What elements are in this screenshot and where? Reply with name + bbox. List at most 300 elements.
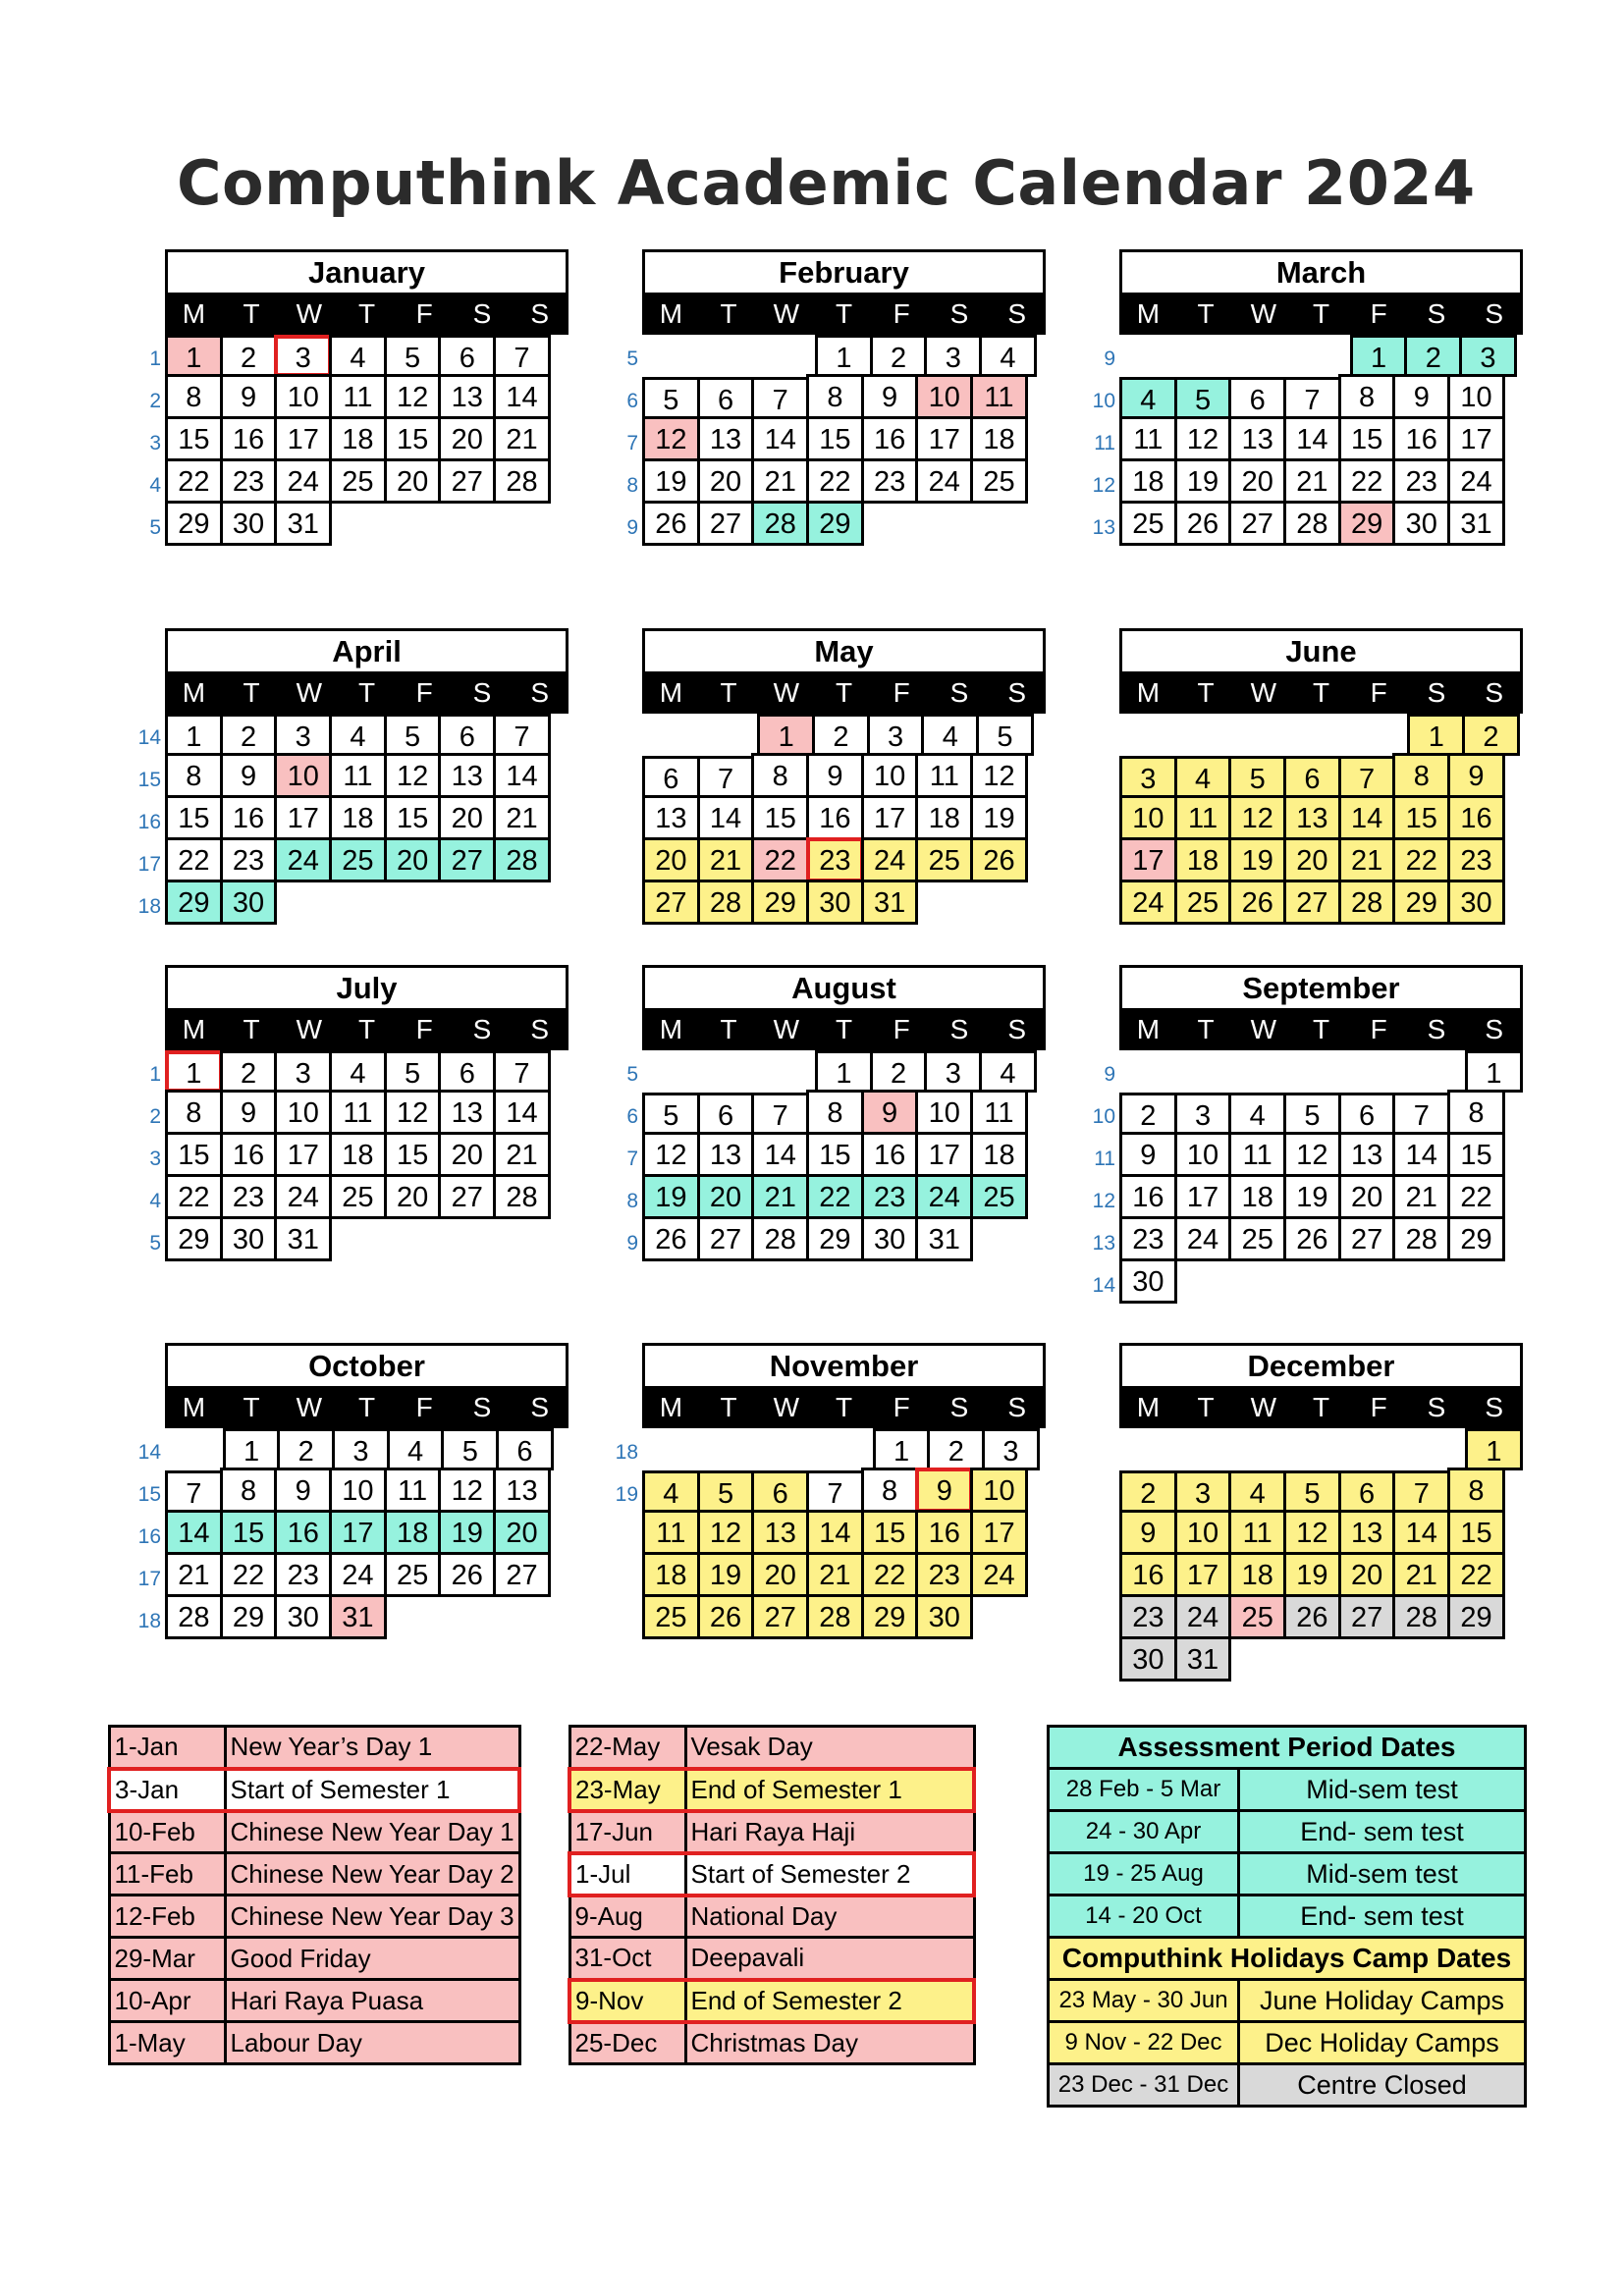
week-number: 13 <box>1092 1232 1115 1255</box>
weekday-header <box>642 293 1046 335</box>
day-cell: 13 <box>697 416 755 461</box>
day-cell: 6 <box>496 1428 554 1470</box>
day-cell: 19 <box>1228 837 1286 882</box>
day-cell: 1 <box>1465 1428 1523 1470</box>
day-cell: 29 <box>165 880 223 925</box>
holiday-row <box>569 1896 974 1938</box>
holiday-date: 9-Aug <box>569 1896 685 1938</box>
day-cell: 31 <box>1447 501 1505 546</box>
week-number: 7 <box>626 1148 638 1170</box>
week-row <box>1092 1261 1523 1304</box>
weekday-label: F <box>893 1392 910 1422</box>
month-may <box>642 628 1046 925</box>
day-cell: 3 <box>1174 1093 1232 1135</box>
day-cell: 15 <box>165 1132 223 1177</box>
week-row <box>1119 756 1523 798</box>
day-cell: 8 <box>806 374 864 419</box>
day-cell: 31 <box>861 880 919 925</box>
weekday-label: M <box>659 298 683 329</box>
day-cell: 21 <box>1392 1552 1450 1597</box>
week-row <box>1119 1428 1523 1470</box>
week-row <box>642 882 1046 925</box>
day-cell: 25 <box>642 1594 700 1639</box>
week-row <box>642 1513 1046 1555</box>
day-cell: 14 <box>493 753 551 798</box>
day-cell: 19 <box>438 1510 496 1555</box>
month-october <box>137 1343 568 1639</box>
day-cell: 10 <box>329 1468 387 1513</box>
day-cell: 8 <box>1338 374 1396 419</box>
day-cell: 25 <box>1119 501 1177 546</box>
month-june <box>1119 628 1523 925</box>
week-number: 3 <box>149 1148 161 1170</box>
weekday-label: F <box>893 677 910 708</box>
holiday-date: 1-May <box>109 2022 225 2064</box>
week-number: 10 <box>1092 390 1115 412</box>
holiday-event: Start of Semester 2 <box>685 1853 974 1896</box>
day-cell: 11 <box>642 1510 700 1555</box>
day-cell: 10 <box>1119 795 1177 840</box>
day-cell: 1 <box>815 335 873 377</box>
weekday-label: S <box>472 298 492 329</box>
holiday-date: 25-Dec <box>569 2022 685 2064</box>
week-row <box>1094 1135 1523 1177</box>
day-cell: 31 <box>329 1594 387 1639</box>
day-cell: 30 <box>806 880 864 925</box>
weekday-header <box>642 671 1046 714</box>
day-cell: 4 <box>1228 1093 1286 1135</box>
day-cell: 13 <box>438 1090 496 1135</box>
holiday-date: 31-Oct <box>569 1938 685 1980</box>
day-cell: 15 <box>1338 416 1396 461</box>
holiday-row <box>569 2022 974 2064</box>
week-number: 17 <box>137 1568 161 1590</box>
day-cell: 6 <box>751 1470 809 1513</box>
week-row <box>137 882 568 925</box>
week-number: 5 <box>149 1232 161 1255</box>
day-cell: 20 <box>1228 458 1286 504</box>
day-cell: 10 <box>1447 374 1505 419</box>
week-row <box>1092 461 1523 504</box>
day-cell: 6 <box>697 1093 755 1135</box>
holiday-date: 1-Jul <box>569 1853 685 1896</box>
weekday-header <box>165 671 568 714</box>
day-cell: 29 <box>1447 1594 1505 1639</box>
day-cell: 4 <box>921 714 979 756</box>
day-cell: 23 <box>1119 1216 1177 1261</box>
weekday-label: F <box>893 298 910 329</box>
day-cell: 15 <box>165 416 223 461</box>
holiday-date: 9-Nov <box>569 1980 685 2022</box>
day-cell: 27 <box>1283 880 1341 925</box>
day-cell: 24 <box>1447 458 1505 504</box>
month-title: January <box>165 249 568 293</box>
weekday-label: T <box>357 298 376 329</box>
week-number: 19 <box>615 1483 638 1506</box>
weekday-label: S <box>1007 298 1027 329</box>
day-cell: 14 <box>751 416 809 461</box>
assessment-row <box>1049 1896 1526 1938</box>
holiday-row <box>569 1938 974 1980</box>
day-cell: 24 <box>274 837 332 882</box>
day-cell: 5 <box>441 1428 499 1470</box>
day-cell: 31 <box>274 501 332 546</box>
day-cell: 5 <box>642 1093 700 1135</box>
week-row <box>626 1093 1046 1135</box>
day-cell: 28 <box>1392 1594 1450 1639</box>
day-cell: 3 <box>1459 335 1517 377</box>
day-cell: 18 <box>329 416 387 461</box>
day-cell: 15 <box>806 416 864 461</box>
month-march <box>1092 249 1523 546</box>
day-cell: 19 <box>1174 458 1232 504</box>
assessment-row-dates: 28 Feb - 5 Mar <box>1049 1769 1239 1811</box>
day-cell: 8 <box>1447 1090 1505 1135</box>
day-cell: 29 <box>806 1216 864 1261</box>
week-number: 18 <box>137 895 161 918</box>
day-cell: 12 <box>1283 1510 1341 1555</box>
holiday-row <box>109 1727 519 1769</box>
weekday-label: F <box>415 1014 433 1044</box>
day-cell: 22 <box>165 1174 223 1219</box>
weekday-label: S <box>1007 677 1027 708</box>
day-cell: 5 <box>384 1050 442 1093</box>
holiday-row <box>109 1980 519 2022</box>
day-cell: 15 <box>861 1510 919 1555</box>
week-number: 18 <box>137 1610 161 1632</box>
day-cell: 26 <box>642 501 700 546</box>
day-cell: 8 <box>1447 1468 1505 1513</box>
weekday-label: W <box>1250 1014 1277 1044</box>
assessment-row-label: End- sem test <box>1239 1811 1526 1853</box>
day-cell: 16 <box>1119 1552 1177 1597</box>
week-number: 15 <box>137 1483 161 1506</box>
weekday-header <box>1119 1008 1523 1050</box>
day-cell: 13 <box>697 1132 755 1177</box>
day-cell: 17 <box>915 416 973 461</box>
day-cell: 29 <box>861 1594 919 1639</box>
weekday-label: W <box>1250 677 1277 708</box>
day-cell: 24 <box>1119 880 1177 925</box>
day-cell: 10 <box>915 1090 973 1135</box>
day-cell: 12 <box>438 1468 496 1513</box>
day-cell: 29 <box>806 501 864 546</box>
weekday-label: T <box>357 1014 376 1044</box>
week-number: 4 <box>149 474 161 497</box>
day-cell: 25 <box>1228 1594 1286 1639</box>
day-cell: 26 <box>1283 1216 1341 1261</box>
holiday-event: Start of Semester 1 <box>225 1769 519 1811</box>
day-cell: 8 <box>1392 753 1450 798</box>
day-cell: 24 <box>1174 1594 1232 1639</box>
day-cell: 17 <box>1119 837 1177 882</box>
camp-row-label: Centre Closed <box>1239 2064 1526 2107</box>
month-february <box>626 249 1046 546</box>
day-cell: 5 <box>384 714 442 756</box>
week-row <box>626 461 1046 504</box>
day-cell: 17 <box>274 795 332 840</box>
day-cell: 5 <box>642 377 700 419</box>
day-cell: 3 <box>982 1428 1040 1470</box>
day-cell: 6 <box>1228 377 1286 419</box>
camp-row-dates: 23 May - 30 Jun <box>1049 1980 1239 2022</box>
day-cell: 13 <box>751 1510 809 1555</box>
weekday-label: M <box>659 1014 683 1044</box>
day-cell: 10 <box>915 374 973 419</box>
week-row <box>626 377 1046 419</box>
day-cell: 9 <box>1119 1132 1177 1177</box>
day-cell: 5 <box>1174 377 1232 419</box>
week-row <box>1092 1177 1523 1219</box>
day-cell: 8 <box>806 1090 864 1135</box>
month-title: June <box>1119 628 1523 671</box>
week-number: 16 <box>137 1525 161 1548</box>
day-cell: 7 <box>1283 377 1341 419</box>
day-cell: 28 <box>751 501 809 546</box>
holiday-event: Chinese New Year Day 1 <box>225 1811 519 1853</box>
week-number: 1 <box>149 347 161 370</box>
day-cell: 15 <box>751 795 809 840</box>
day-cell: 11 <box>970 1090 1028 1135</box>
camp-row <box>1049 2064 1526 2107</box>
day-cell: 2 <box>277 1428 335 1470</box>
day-cell: 17 <box>1447 416 1505 461</box>
day-cell: 4 <box>329 1050 387 1093</box>
week-number: 9 <box>626 1232 638 1255</box>
weekday-header <box>1119 293 1523 335</box>
day-cell: 14 <box>493 374 551 419</box>
week-number: 2 <box>149 390 161 412</box>
day-cell: 23 <box>220 458 278 504</box>
day-cell: 23 <box>1447 837 1505 882</box>
day-cell: 17 <box>274 416 332 461</box>
holiday-row <box>109 1853 519 1896</box>
day-cell: 6 <box>642 756 700 798</box>
day-cell: 20 <box>642 837 700 882</box>
week-number: 2 <box>149 1105 161 1128</box>
day-cell: 8 <box>861 1468 919 1513</box>
week-row <box>1104 335 1523 377</box>
weekday-label: W <box>773 1014 800 1044</box>
week-row <box>615 1428 1046 1470</box>
day-cell: 23 <box>220 837 278 882</box>
week-row <box>642 1597 1046 1639</box>
day-cell: 24 <box>329 1552 387 1597</box>
day-cell: 30 <box>220 880 278 925</box>
week-row <box>149 1050 568 1093</box>
month-january <box>149 249 568 546</box>
weekday-label: T <box>835 298 853 329</box>
day-cell: 3 <box>274 1050 332 1093</box>
weekday-label: T <box>1197 298 1215 329</box>
day-cell: 28 <box>1392 1216 1450 1261</box>
weekday-label: W <box>296 677 323 708</box>
weekday-label: S <box>949 1014 969 1044</box>
day-cell: 7 <box>165 1470 223 1513</box>
day-cell: 7 <box>751 377 809 419</box>
week-number: 17 <box>137 853 161 876</box>
weekday-label: T <box>357 1392 376 1422</box>
day-cell: 11 <box>384 1468 442 1513</box>
day-cell: 18 <box>970 1132 1028 1177</box>
day-cell: 2 <box>870 1050 928 1093</box>
day-cell: 20 <box>384 458 442 504</box>
day-cell: 25 <box>1228 1216 1286 1261</box>
day-cell: 30 <box>861 1216 919 1261</box>
weekday-label: W <box>773 1392 800 1422</box>
week-row <box>1092 504 1523 546</box>
day-cell: 14 <box>1283 416 1341 461</box>
holiday-date: 29-Mar <box>109 1938 225 1980</box>
week-number: 15 <box>137 769 161 791</box>
day-cell: 6 <box>438 714 496 756</box>
day-cell: 16 <box>220 1132 278 1177</box>
day-cell: 19 <box>1283 1174 1341 1219</box>
day-cell: 13 <box>642 795 700 840</box>
day-cell: 26 <box>1283 1594 1341 1639</box>
day-cell: 30 <box>915 1594 973 1639</box>
day-cell: 30 <box>220 1216 278 1261</box>
day-cell: 30 <box>274 1594 332 1639</box>
day-cell: 11 <box>329 374 387 419</box>
week-row <box>149 461 568 504</box>
day-cell: 12 <box>1174 416 1232 461</box>
week-number: 9 <box>1104 347 1115 370</box>
day-cell: 9 <box>861 1090 919 1135</box>
weekday-label: T <box>720 677 737 708</box>
day-cell: 28 <box>165 1594 223 1639</box>
day-cell: 29 <box>1447 1216 1505 1261</box>
day-cell: 24 <box>970 1552 1028 1597</box>
day-cell: 16 <box>1447 795 1505 840</box>
day-cell: 19 <box>970 795 1028 840</box>
day-cell: 21 <box>697 837 755 882</box>
day-cell: 1 <box>1407 714 1465 756</box>
day-cell: 19 <box>697 1552 755 1597</box>
weekday-label: T <box>1312 298 1330 329</box>
holiday-date: 3-Jan <box>109 1769 225 1811</box>
day-cell: 12 <box>384 1090 442 1135</box>
day-cell: 5 <box>1228 756 1286 798</box>
day-cell: 6 <box>438 1050 496 1093</box>
week-row <box>137 756 568 798</box>
day-cell: 28 <box>1338 880 1396 925</box>
month-april <box>137 628 568 925</box>
weekday-label: S <box>530 1014 550 1044</box>
day-cell: 22 <box>806 1174 864 1219</box>
week-number: 12 <box>1092 474 1115 497</box>
day-cell: 24 <box>274 458 332 504</box>
day-cell: 27 <box>438 837 496 882</box>
day-cell: 16 <box>915 1510 973 1555</box>
assessment-camp-table <box>1047 1725 1527 2108</box>
day-cell: 28 <box>493 837 551 882</box>
week-row <box>137 714 568 756</box>
day-cell: 10 <box>1174 1132 1232 1177</box>
weekday-label: S <box>472 1392 492 1422</box>
week-row <box>137 1597 568 1639</box>
day-cell: 26 <box>642 1216 700 1261</box>
day-cell: 9 <box>1119 1510 1177 1555</box>
day-cell: 21 <box>493 1132 551 1177</box>
week-row <box>626 1050 1046 1093</box>
day-cell: 18 <box>915 795 973 840</box>
day-cell: 9 <box>915 1468 973 1513</box>
month-july <box>149 965 568 1261</box>
day-cell: 3 <box>274 335 332 377</box>
camp-row <box>1049 2022 1526 2064</box>
week-number: 18 <box>615 1441 638 1464</box>
day-cell: 27 <box>438 1174 496 1219</box>
assessment-row-dates: 24 - 30 Apr <box>1049 1811 1239 1853</box>
day-cell: 14 <box>751 1132 809 1177</box>
day-cell: 20 <box>1338 1552 1396 1597</box>
week-row <box>642 840 1046 882</box>
holiday-row <box>569 1980 974 2022</box>
week-row <box>1119 798 1523 840</box>
day-cell: 10 <box>970 1468 1028 1513</box>
holiday-event: Chinese New Year Day 3 <box>225 1896 519 1938</box>
weekday-label: S <box>1485 677 1504 708</box>
day-cell: 14 <box>1392 1132 1450 1177</box>
week-number: 5 <box>626 1063 638 1086</box>
weekday-label: M <box>1136 1014 1161 1044</box>
day-cell: 20 <box>438 1132 496 1177</box>
day-cell: 4 <box>1174 756 1232 798</box>
day-cell: 21 <box>1338 837 1396 882</box>
day-cell: 10 <box>274 374 332 419</box>
day-cell: 21 <box>751 1174 809 1219</box>
weekday-label: T <box>720 1392 737 1422</box>
week-row <box>1092 377 1523 419</box>
day-cell: 8 <box>220 1468 278 1513</box>
weekday-label: M <box>659 677 683 708</box>
weekday-label: S <box>1427 1392 1446 1422</box>
day-cell: 22 <box>165 837 223 882</box>
week-number: 11 <box>1094 432 1115 454</box>
day-cell: 22 <box>751 837 809 882</box>
day-cell: 3 <box>1119 756 1177 798</box>
weekday-label: T <box>1312 677 1330 708</box>
day-cell: 17 <box>1174 1174 1232 1219</box>
day-cell: 18 <box>384 1510 442 1555</box>
month-title: July <box>165 965 568 1008</box>
holiday-event: Christmas Day <box>685 2022 974 2064</box>
week-number: 14 <box>137 1441 161 1464</box>
assessment-row <box>1049 1769 1526 1811</box>
day-cell: 30 <box>1119 1636 1177 1682</box>
week-row <box>1119 882 1523 925</box>
day-cell: 18 <box>970 416 1028 461</box>
holiday-row <box>109 1769 519 1811</box>
day-cell: 3 <box>274 714 332 756</box>
day-cell: 30 <box>1119 1258 1177 1304</box>
week-row <box>137 798 568 840</box>
day-cell: 19 <box>642 1174 700 1219</box>
day-cell: 9 <box>806 753 864 798</box>
week-row <box>137 1555 568 1597</box>
day-cell: 23 <box>1119 1594 1177 1639</box>
holiday-event: Vesak Day <box>685 1727 974 1769</box>
day-cell: 21 <box>1283 458 1341 504</box>
day-cell: 17 <box>1174 1552 1232 1597</box>
day-cell: 22 <box>165 458 223 504</box>
day-cell: 13 <box>1338 1132 1396 1177</box>
day-cell: 23 <box>861 458 919 504</box>
day-cell: 6 <box>438 335 496 377</box>
day-cell: 2 <box>1119 1470 1177 1513</box>
day-cell: 20 <box>384 1174 442 1219</box>
